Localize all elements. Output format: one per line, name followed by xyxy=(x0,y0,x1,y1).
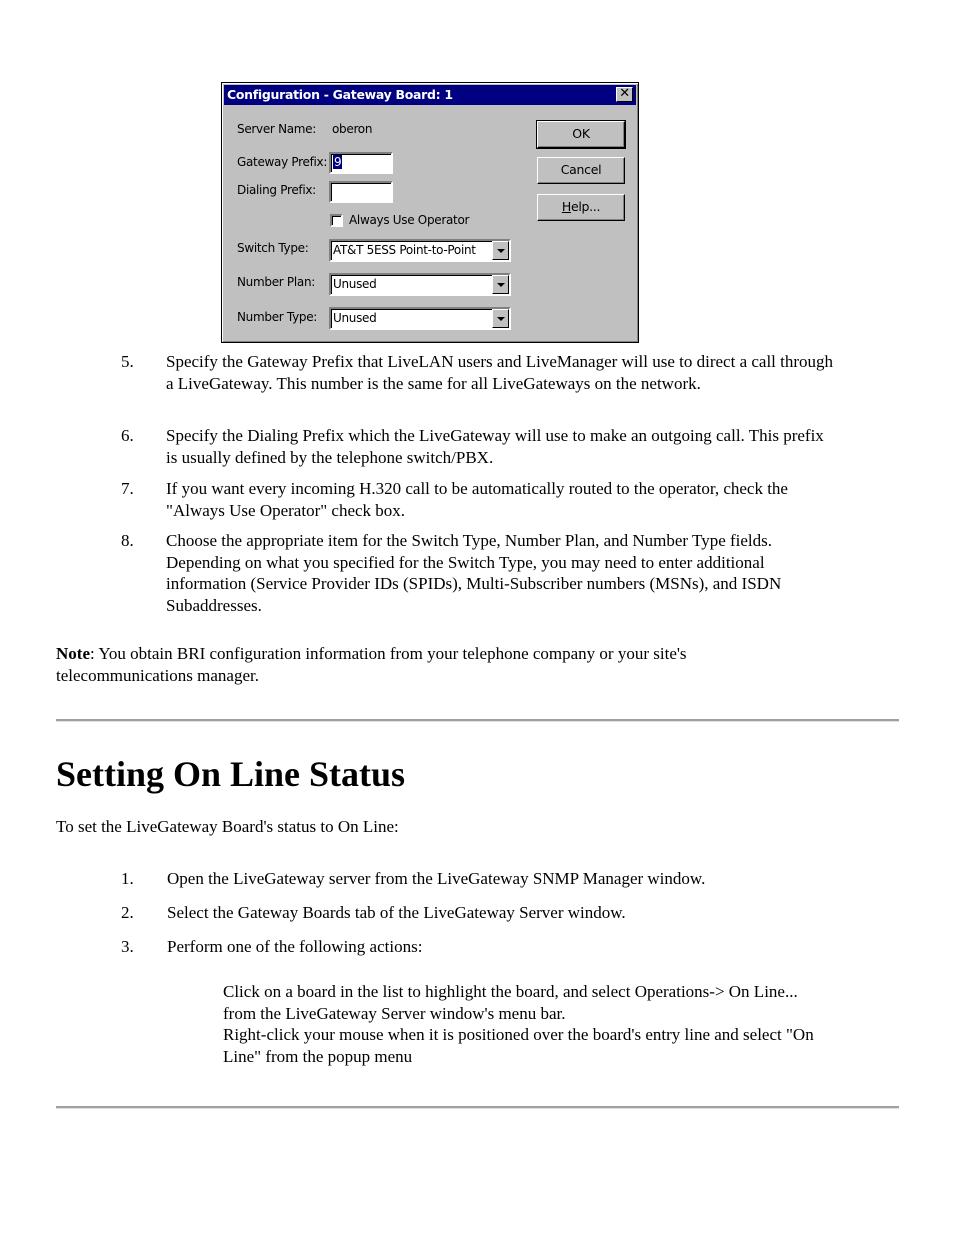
configuration-dialog xyxy=(221,82,639,343)
number-plan-label: Number Plan: xyxy=(237,275,315,289)
chevron-down-icon[interactable] xyxy=(492,275,509,294)
step-text: Choose the appropriate item for the Switch Type, Number Plan, and Number Type fields. Depending on what you specified for the Switch Type, you may need to enter additional information (Service Provider IDs (SPIDs), Multi-Subscriber numbers (MSNs), and ISDN Subaddresses. xyxy=(166,531,782,615)
step-text: Specify the Gateway Prefix that LiveLAN users and LiveManager will use to direct a call through a LiveGateway. This number is the same for all LiveGateways on the network. xyxy=(166,352,834,393)
step-number: 7. xyxy=(121,479,134,498)
switch-type-label: Switch Type: xyxy=(237,241,309,255)
dialog-title-bar xyxy=(224,85,636,105)
action-item: Right-click your mouse when it is positioned over the board's entry line and select "On Line" from the popup menu xyxy=(223,1025,814,1066)
step-number: 2. xyxy=(121,903,134,922)
list-item xyxy=(121,351,841,417)
note-label: Note xyxy=(56,644,90,663)
dialing-prefix-field[interactable] xyxy=(329,181,393,203)
chevron-down-icon[interactable] xyxy=(492,309,509,328)
section-heading: Setting On Line Status xyxy=(56,754,406,794)
help-button[interactable]: Help... xyxy=(537,194,625,221)
list-item xyxy=(121,425,841,469)
cancel-button[interactable]: Cancel xyxy=(537,157,625,184)
list-item xyxy=(121,902,841,926)
always-use-operator-checkbox[interactable] xyxy=(330,214,343,227)
number-type-value: Unused xyxy=(333,311,377,325)
number-type-select[interactable] xyxy=(329,307,511,330)
number-type-label: Number Type: xyxy=(237,310,318,324)
always-use-operator-label: Always Use Operator xyxy=(349,213,470,227)
step-text: Perform one of the following actions: xyxy=(167,937,423,956)
step-number: 5. xyxy=(121,352,134,371)
step-text: If you want every incoming H.320 call to be automatically routed to the operator, check the "Always Use Operator" check box. xyxy=(166,479,788,520)
switch-type-select[interactable] xyxy=(329,239,511,262)
step-text: Open the LiveGateway server from the LiveGateway SNMP Manager window. xyxy=(167,869,706,888)
step-number: 6. xyxy=(121,426,134,445)
chevron-down-icon[interactable] xyxy=(492,241,509,260)
note-paragraph xyxy=(56,643,816,687)
divider xyxy=(56,719,899,722)
dialog-title: Configuration - Gateway Board: 1 xyxy=(227,87,453,102)
list-item xyxy=(121,868,841,892)
gateway-prefix-label: Gateway Prefix: xyxy=(237,155,328,169)
list-item xyxy=(121,530,841,618)
step-text: Select the Gateway Boards tab of the LiveGateway Server window. xyxy=(167,903,626,922)
note-text: : You obtain BRI configuration information from your telephone company or your site's telecommunications manager. xyxy=(56,644,687,685)
step-text: Specify the Dialing Prefix which the LiveGateway will use to make an outgoing call. This prefix is usually defined by the telephone switch/PBX. xyxy=(166,426,824,467)
close-icon[interactable]: ✕ xyxy=(616,87,633,102)
list-item xyxy=(121,936,841,960)
dialing-prefix-label: Dialing Prefix: xyxy=(237,183,316,197)
divider xyxy=(56,1106,899,1109)
number-plan-value: Unused xyxy=(333,277,377,291)
list-item xyxy=(121,478,841,522)
switch-type-value: AT&T 5ESS Point-to-Point xyxy=(333,243,476,257)
action-item: Click on a board in the list to highlight the board, and select Operations-> On Line... from the LiveGateway Server window's menu bar. xyxy=(223,982,798,1023)
number-plan-select[interactable] xyxy=(329,273,511,296)
gateway-prefix-value: 9 xyxy=(334,155,342,169)
gateway-prefix-field[interactable] xyxy=(329,152,393,174)
step-number: 1. xyxy=(121,869,134,888)
section-intro: To set the LiveGateway Board's status to On Line: xyxy=(56,817,399,836)
server-name-value: oberon xyxy=(332,122,373,136)
ok-button[interactable]: OK xyxy=(537,121,625,148)
server-name-label: Server Name: xyxy=(237,122,317,136)
step-number: 8. xyxy=(121,531,134,550)
step-number: 3. xyxy=(121,937,134,956)
